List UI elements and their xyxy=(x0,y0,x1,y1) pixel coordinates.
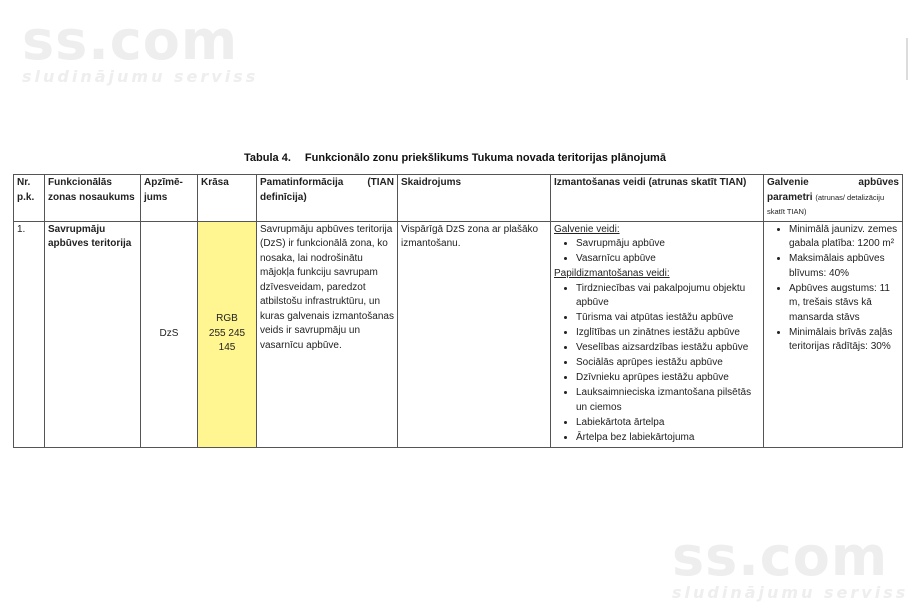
cell-color-swatch xyxy=(198,221,257,447)
watermark-logo-bottom xyxy=(672,525,909,602)
table-caption xyxy=(0,152,910,164)
extra-uses-list xyxy=(554,282,760,446)
color-label: RGB 255 245 145 xyxy=(208,313,246,354)
header-zone-name: Funkcionālās zonas nosaukums xyxy=(45,175,141,222)
header-color: Krāsa xyxy=(198,175,257,222)
header-basic-info-a: Pamatinformācija xyxy=(260,177,344,188)
watermark-logo-top xyxy=(22,9,259,86)
table-row xyxy=(14,221,903,447)
watermark-tagline: sludinājumu serviss xyxy=(672,583,909,602)
list-item: • Maksimālais apbūves blīvums: 40% xyxy=(789,252,899,281)
list-item: • Vasarnīcu apbūve xyxy=(576,252,760,267)
list-item: • Tūrisma vai atpūtas iestāžu apbūve xyxy=(576,311,760,326)
cell-explanation: Vispārīgā DzS zona ar plašāko izmantošanu. xyxy=(398,221,551,447)
list-item: • Minimālais brīvās zaļās teritorijas rādītājs: 30% xyxy=(789,326,899,355)
header-basic-info xyxy=(257,175,398,222)
header-explanation: Skaidrojums xyxy=(398,175,551,222)
extra-uses-title: Papildizmantošanas veidi: xyxy=(554,268,670,279)
zones-table xyxy=(13,174,903,448)
header-code: Apzīmē-jums xyxy=(141,175,198,222)
header-params-note: (atrunas/ detalizāciju skatīt TIAN) xyxy=(767,192,885,216)
cell-zone-name: Savrupmāju apbūves teritorija xyxy=(45,221,141,447)
list-item: • Apbūves augstums: 11 m, trešais stāvs kā mansarda stāvs xyxy=(789,282,899,326)
header-basic-info-c: definīcija) xyxy=(260,191,307,203)
cell-basic-info: Savrupmāju apbūves teritorija (DzS) ir funkcionālā zona, ko nosaka, lai nodrošinātu mājokļa funkciju savrupam dzīvesveidam, paredzot atbilstošu infrastruktūru, un kuras galvenais izmantošanas veids ir savrupmāju un vasarnīcu apbūve. xyxy=(257,221,398,447)
list-item: • Minimālā jaunizv. zemes gabala platība: 1200 m² xyxy=(789,223,899,252)
cell-parameters xyxy=(764,221,903,447)
main-uses-list xyxy=(554,237,760,267)
header-nr: Nr. p.k. xyxy=(14,175,45,222)
list-item: • Tirdzniecības vai pakalpojumu objektu apbūve xyxy=(576,282,760,311)
edge-scroll-mark xyxy=(906,38,908,80)
watermark-brand: ss.com xyxy=(672,525,889,588)
list-item: • Dzīvnieku aprūpes iestāžu apbūve xyxy=(576,371,760,386)
list-item: • Savrupmāju apbūve xyxy=(576,237,760,252)
main-uses-title: Galvenie veidi: xyxy=(554,223,620,235)
list-item: • Izglītības un zinātnes iestāžu apbūve xyxy=(576,326,760,341)
header-params-b: apbūves xyxy=(858,177,899,188)
list-item: • Labiekārtota ārtelpa xyxy=(576,416,760,431)
cell-uses xyxy=(551,221,764,447)
watermark-tagline: sludinājumu serviss xyxy=(22,67,259,86)
parameters-list xyxy=(767,223,899,355)
list-item: • Lauksaimnieciska izmantošana pilsētās un ciemos xyxy=(576,386,760,415)
caption-title: Funkcionālo zonu priekšlikums Tukuma novada teritorijas plānojumā xyxy=(304,152,666,164)
header-basic-info-b: (TIAN xyxy=(367,177,394,188)
header-parameters xyxy=(764,175,903,222)
list-item: • Ārtelpa bez labiekārtojuma xyxy=(576,431,760,446)
header-uses: Izmantošanas veidi (atrunas skatīt TIAN) xyxy=(551,175,764,222)
list-item: • Veselības aizsardzības iestāžu apbūve xyxy=(576,341,760,356)
header-params-a: Galvenie xyxy=(767,177,809,188)
header-params-c: parametri xyxy=(767,191,813,203)
watermark-brand: ss.com xyxy=(22,9,239,72)
caption-number: Tabula 4. xyxy=(244,152,291,164)
list-item: • Sociālās aprūpes iestāžu apbūve xyxy=(576,356,760,371)
cell-nr: 1. xyxy=(14,221,45,447)
cell-code: DzS xyxy=(141,221,198,447)
table-header-row xyxy=(14,175,903,222)
